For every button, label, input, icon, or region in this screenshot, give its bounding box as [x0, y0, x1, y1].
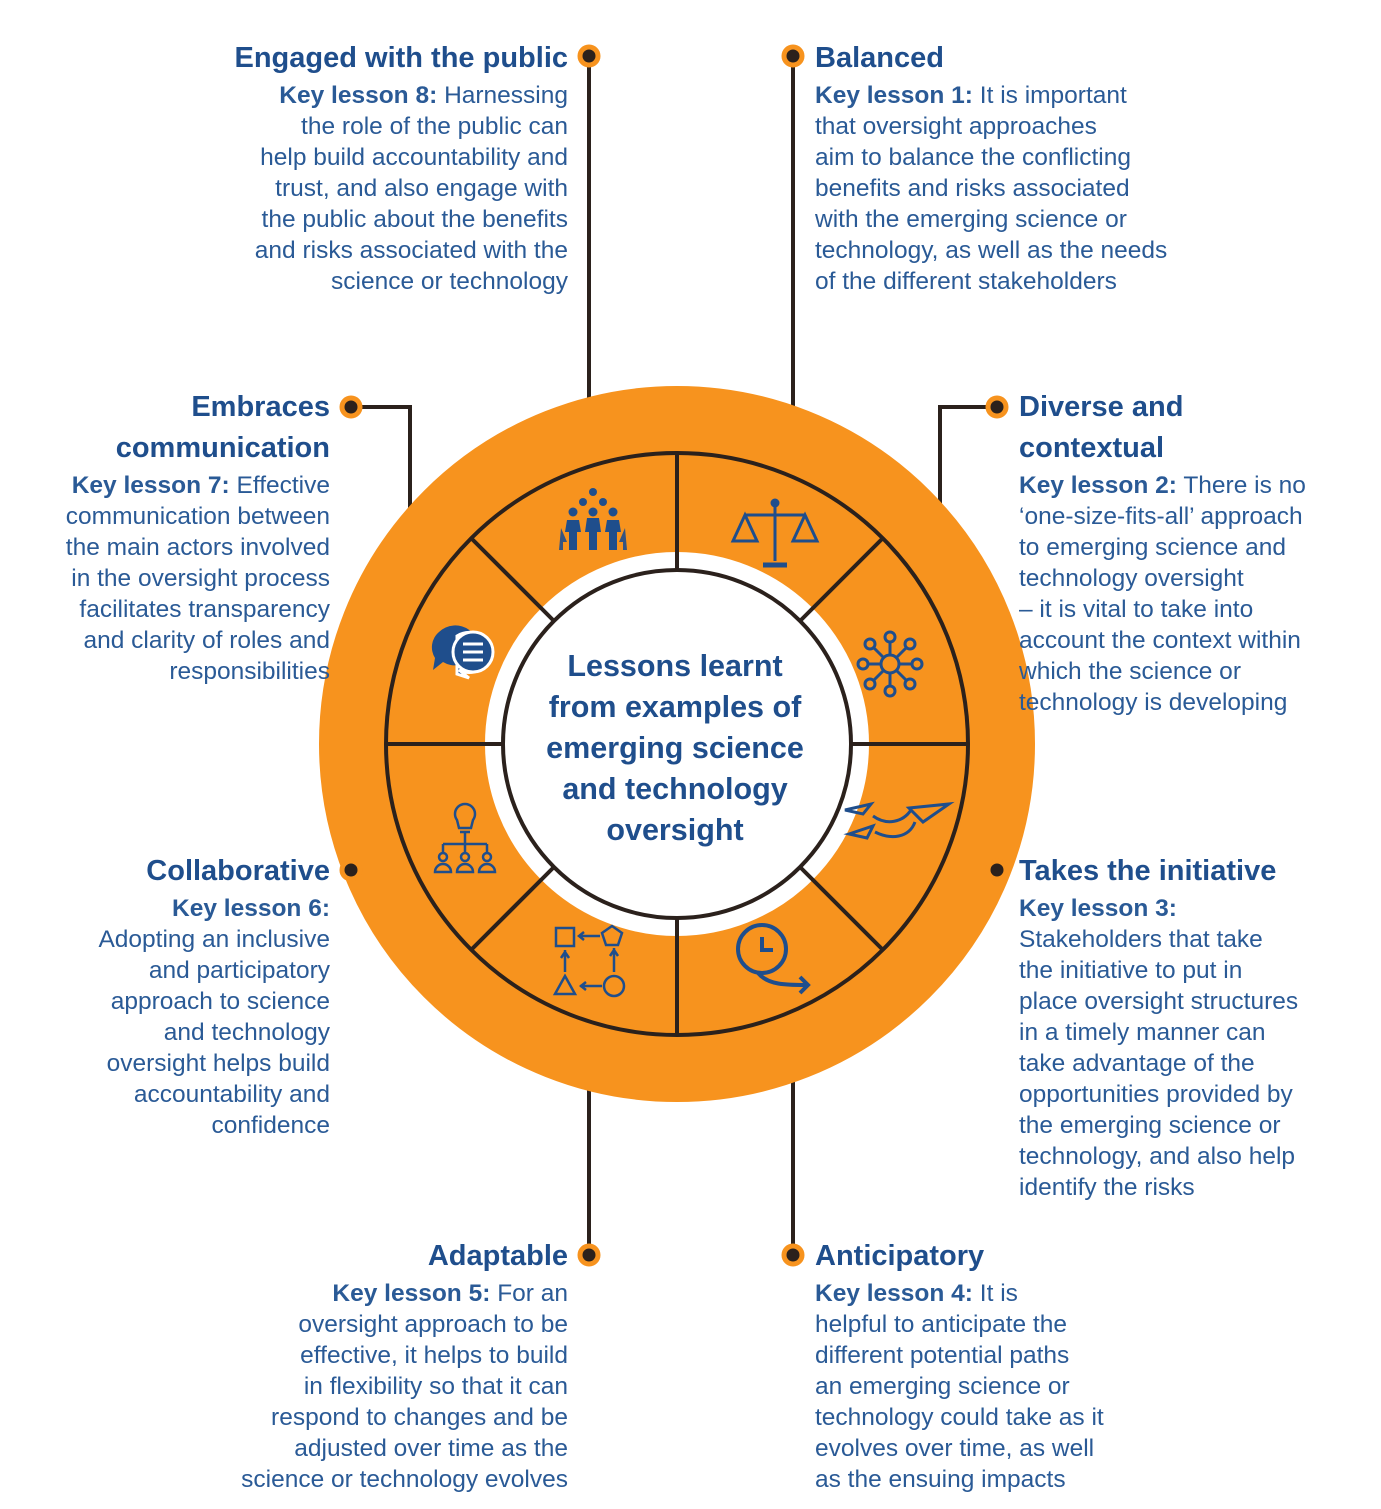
- lesson-title: Anticipatory: [815, 1240, 985, 1272]
- lesson-body: [815, 80, 1195, 297]
- lesson-line: the main actors involved: [65, 534, 330, 561]
- lesson-line: benefits and risks associated: [815, 175, 1130, 202]
- lesson-title-line: communication: [115, 432, 330, 464]
- dot-lesson-1: [784, 47, 802, 65]
- lesson-title: Engaged with the public: [234, 42, 568, 74]
- lesson-body: [198, 1278, 568, 1495]
- lesson-3-block: [1019, 851, 1349, 1203]
- lesson-label: Key lesson 8:: [279, 82, 438, 109]
- center-title: [530, 646, 820, 851]
- lesson-line: technology oversight: [1019, 565, 1244, 592]
- lesson-line: – it is vital to take into: [1019, 596, 1254, 623]
- lesson-body: [1019, 470, 1349, 718]
- lesson-line: in the oversight process: [71, 565, 330, 592]
- lesson-line: of the different stakeholders: [815, 268, 1117, 295]
- lesson-line: confidence: [211, 1112, 330, 1139]
- lesson-line: that oversight approaches: [815, 113, 1097, 140]
- lesson-label: Key lesson 7:: [71, 472, 230, 499]
- lesson-line: which the science or: [1019, 658, 1241, 685]
- lesson-line: science or technology: [331, 268, 568, 295]
- lesson-line: identify the risks: [1019, 1174, 1195, 1201]
- lesson-line: opportunities provided by: [1019, 1081, 1293, 1108]
- lesson-body: [30, 470, 330, 687]
- lesson-line: technology, and also help: [1019, 1143, 1296, 1170]
- lesson-body: [1019, 893, 1349, 1203]
- lesson-8-block: [198, 38, 568, 297]
- lesson-line: help build accountability and: [260, 144, 568, 171]
- lesson-line: place oversight structures: [1019, 988, 1299, 1015]
- dot-lesson-3: [988, 861, 1006, 879]
- lesson-line: the role of the public can: [301, 113, 568, 140]
- dot-lesson-6: [342, 861, 360, 879]
- center-title-line: oversight: [606, 813, 744, 847]
- lesson-line: oversight helps build: [106, 1050, 330, 1077]
- lesson-line: account the context within: [1019, 627, 1301, 654]
- lesson-title-line: Embraces: [191, 391, 330, 423]
- lesson-line: in flexibility so that it can: [303, 1373, 568, 1400]
- lesson-title: Balanced: [815, 42, 944, 74]
- lesson-label: Key lesson 4:: [815, 1280, 973, 1307]
- lesson-line: evolves over time, as well: [815, 1435, 1095, 1462]
- lesson-line: adjusted over time as the: [294, 1435, 568, 1462]
- center-title-line: emerging science: [546, 731, 804, 765]
- lesson-line: It is important: [979, 82, 1127, 109]
- lesson-line: the public about the benefits: [261, 206, 568, 233]
- lesson-line: and participatory: [148, 957, 330, 984]
- lesson-line: helpful to anticipate the: [815, 1311, 1067, 1338]
- lesson-body: [198, 80, 568, 297]
- lesson-line: approach to science: [110, 988, 330, 1015]
- lesson-label: Key lesson 2:: [1019, 472, 1177, 499]
- lesson-line: and risks associated with the: [254, 237, 568, 264]
- lesson-line: Adopting an inclusive: [98, 926, 330, 953]
- dot-lesson-7: [342, 398, 360, 416]
- lesson-label: Key lesson 6:: [172, 895, 330, 922]
- lesson-line: For an: [497, 1280, 568, 1307]
- lesson-7-block: [30, 387, 330, 687]
- dot-lesson-5: [580, 1246, 598, 1264]
- lesson-line: technology could take as it: [815, 1404, 1104, 1431]
- lesson-line: aim to balance the conflicting: [815, 144, 1131, 171]
- lesson-4-block: [815, 1236, 1145, 1495]
- lesson-line: an emerging science or: [815, 1373, 1070, 1400]
- lesson-line: science or technology evolves: [241, 1466, 568, 1493]
- lesson-title: Takes the initiative: [1019, 855, 1277, 887]
- lesson-label: Key lesson 5:: [332, 1280, 491, 1307]
- lesson-1-block: [815, 38, 1195, 297]
- lesson-line: take advantage of the: [1019, 1050, 1255, 1077]
- lesson-body: [50, 893, 330, 1141]
- lesson-body: [815, 1278, 1145, 1495]
- center-title-line: from examples of: [548, 690, 802, 724]
- lesson-line: and clarity of roles and: [83, 627, 330, 654]
- center-title-line: Lessons learnt: [567, 649, 783, 683]
- lesson-line: the emerging science or: [1019, 1112, 1281, 1139]
- lesson-label: Key lesson 1:: [815, 82, 973, 109]
- lesson-title: [1019, 387, 1349, 469]
- lesson-title: Adaptable: [427, 1240, 568, 1272]
- lesson-line: in a timely manner can: [1019, 1019, 1266, 1046]
- lesson-line: different potential paths: [815, 1342, 1070, 1369]
- lesson-line: respond to changes and be: [271, 1404, 568, 1431]
- lesson-line: trust, and also engage with: [275, 175, 568, 202]
- lesson-line: technology is developing: [1019, 689, 1288, 716]
- lesson-label: Key lesson 3:: [1019, 895, 1177, 922]
- lesson-2-block: [1019, 387, 1349, 718]
- lesson-line: There is no: [1183, 472, 1306, 499]
- center-title-line: and technology: [562, 772, 788, 806]
- lesson-line: and technology: [163, 1019, 330, 1046]
- lesson-line: Stakeholders that take: [1019, 926, 1263, 953]
- lesson-line: Effective: [236, 472, 330, 499]
- lesson-line: to emerging science and: [1019, 534, 1286, 561]
- lesson-line: responsibilities: [169, 658, 330, 685]
- lesson-title-line: Diverse and: [1019, 391, 1184, 423]
- lesson-line: accountability and: [133, 1081, 330, 1108]
- lesson-line: It is: [979, 1280, 1018, 1307]
- lesson-line: oversight approach to be: [298, 1311, 568, 1338]
- lesson-6-block: [50, 851, 330, 1141]
- lesson-line: communication between: [65, 503, 330, 530]
- lesson-line: Harnessing: [444, 82, 568, 109]
- lesson-line: with the emerging science or: [815, 206, 1127, 233]
- lesson-line: facilitates transparency: [79, 596, 330, 623]
- dot-lesson-4: [784, 1246, 802, 1264]
- lesson-line: as the ensuing impacts: [815, 1466, 1066, 1493]
- lesson-line: technology, as well as the needs: [815, 237, 1168, 264]
- dot-lesson-8: [580, 47, 598, 65]
- lesson-line: effective, it helps to build: [300, 1342, 568, 1369]
- lesson-title: [30, 387, 330, 469]
- lesson-title-line: contextual: [1019, 432, 1165, 464]
- dot-lesson-2: [988, 398, 1006, 416]
- lesson-5-block: [198, 1236, 568, 1495]
- lesson-title: Collaborative: [146, 855, 330, 887]
- lesson-line: the initiative to put in: [1019, 957, 1243, 984]
- lesson-line: ‘one-size-fits-all’ approach: [1019, 503, 1303, 530]
